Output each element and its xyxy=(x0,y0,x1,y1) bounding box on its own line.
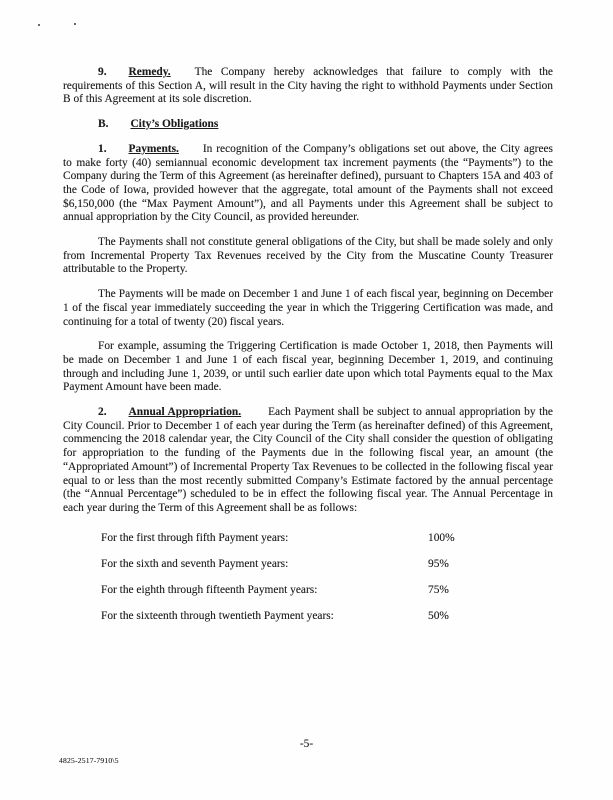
paragraph-number: 1. xyxy=(98,142,107,155)
schedule-row xyxy=(63,584,553,598)
section-letter: B. xyxy=(98,118,109,131)
paragraph-remedy-text: The Company hereby acknowledges that failure to comply with the requirements of this Section A, will result in the City having the right to withhold Payments under Section B of this Agreement at its sole discretion. xyxy=(63,66,553,106)
paragraph-heading-annual-appropriation: Annual Appropriation. xyxy=(128,406,242,419)
schedule-row-value: 50% xyxy=(428,610,449,623)
schedule-row-label: For the first through fifth Payment years: xyxy=(101,531,289,544)
paragraph-remedy xyxy=(63,66,553,107)
paragraph-heading-payments: Payments. xyxy=(128,142,179,155)
tab-spacer xyxy=(107,151,129,152)
paragraph-payment-dates: The Payments will be made on December 1 and June 1 of each fiscal year, beginning on December 1 of the fiscal year immediately succeeding the year in which the Triggering Certification was made, and continuing for a total of twenty (20) fiscal years. xyxy=(63,288,553,328)
schedule-row-label: For the sixteenth through twentieth Payment years: xyxy=(101,610,334,623)
paragraph-payments xyxy=(63,143,553,225)
document-control-number: 4825-2517-7910\5 xyxy=(59,756,119,765)
scan-speckle xyxy=(74,23,76,25)
tab-spacer xyxy=(107,74,129,75)
schedule-row-value: 75% xyxy=(428,584,449,597)
document-body xyxy=(63,66,553,637)
paragraph-example: For example, assuming the Triggering Certification is made October 1, 2018, then Payments will be made on December 1 and June 1 of each fiscal year, beginning December 1, 2019, and continuing through and including June 1, 2039, or until such earlier date upon which total Payments equal to the Max Payment Amount have been made. xyxy=(63,340,553,394)
paragraph-annual-appropriation xyxy=(63,406,553,516)
tab-spacer xyxy=(107,414,129,415)
paragraph-number: 2. xyxy=(98,406,107,419)
tab-spacer xyxy=(241,414,268,415)
paragraph-payments-text: In recognition of the Company’s obligations set out above, the City agrees to make forty (40) semiannual economic development tax increment payments (the “Payments”) to the Company during the Term of this Agreement (as hereinafter defined), pursuant to Chapters 15A and 403 of the Code of Iowa, provided however that the aggregate, total amount of the Payments shall not exceed $6,150,000 (the “Max Payment Amount”), and all Payments under this Agreement shall be subject to annual appropriation by the City Council, as provided hereunder. xyxy=(63,142,553,224)
scan-speckle xyxy=(38,24,40,26)
tab-spacer xyxy=(108,126,130,127)
paragraph-number: 9. xyxy=(98,66,107,78)
page-number: -5- xyxy=(299,738,314,750)
schedule-row-value: 95% xyxy=(428,557,449,570)
schedule-row xyxy=(63,532,553,546)
tab-spacer xyxy=(179,151,203,152)
annual-percentage-schedule xyxy=(63,532,553,624)
section-b-title: City’s Obligations xyxy=(130,118,219,131)
schedule-row xyxy=(63,610,553,624)
paragraph-general-obligations: The Payments shall not constitute general obligations of the City, but shall be made solely and only from Incremental Property Tax Revenues received by the City from the Muscatine County Treasurer attributable to the Property. xyxy=(63,236,553,276)
section-b-heading xyxy=(63,118,553,132)
schedule-row-label: For the sixth and seventh Payment years: xyxy=(101,557,289,570)
paragraph-heading-remedy: Remedy. xyxy=(128,66,171,78)
schedule-row-value: 100% xyxy=(428,531,455,544)
schedule-row xyxy=(63,558,553,572)
tab-spacer xyxy=(171,74,195,75)
schedule-row-label: For the eighth through fifteenth Payment years: xyxy=(101,584,318,597)
paragraph-annual-appropriation-text: Each Payment shall be subject to annual appropriation by the City Council. Prior to December 1 of each year during the Term (as hereinafter defined) of this Agreement, commencing the 2018 calendar year, the City Council of the City shall consider the question of obligating for appropriation to the funding of the Payments due in the following fiscal year, an amount (the “Appropriated Amount”) of Incremental Property Tax Revenues to be collected in the following fiscal year equal to or less than the most recently submitted Company’s Estimate factored by the annual percentage (the “Annual Percentage”) scheduled to be in effect the following fiscal year. The Annual Percentage in each year during the Term of this Agreement shall be as follows: xyxy=(63,406,553,514)
